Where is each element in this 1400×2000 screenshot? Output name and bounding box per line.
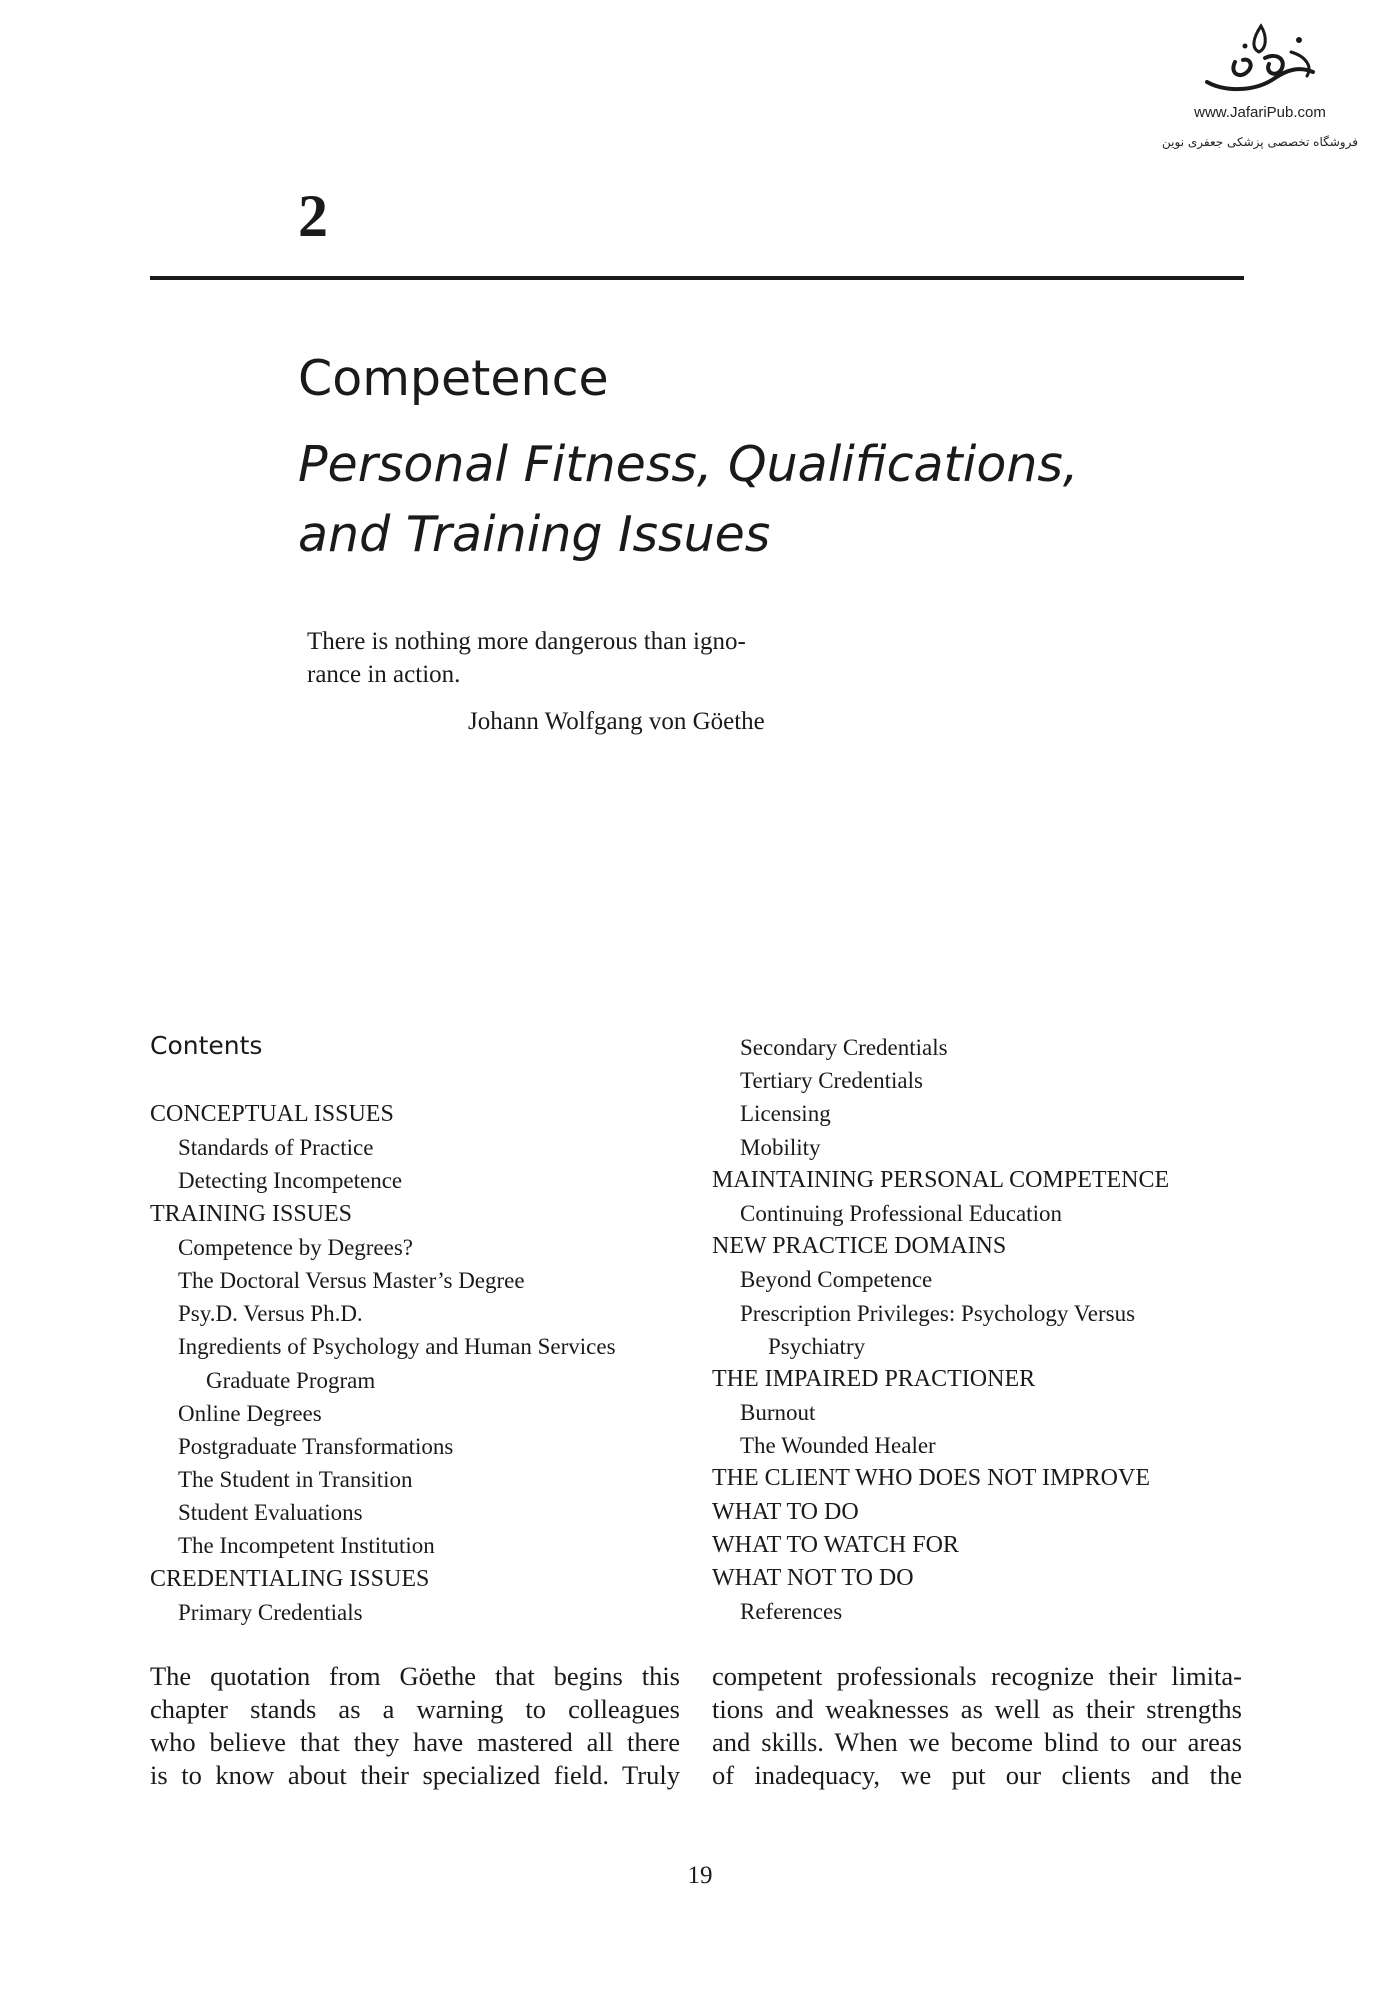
body-text-right-column [712,1660,1242,1792]
contents-section-heading: WHAT TO WATCH FOR [712,1531,959,1558]
contents-entry: Beyond Competence [740,1267,933,1293]
chapter-subtitle-line: and Training Issues [298,506,771,563]
body-line: who believe that they have mastered all there [150,1727,680,1757]
contents-entry: Graduate Program [206,1367,376,1393]
chapter-rule [150,276,1244,280]
contents-entry: Prescription Privileges: Psychology Versus [740,1300,1136,1326]
contents-section-heading: CONCEPTUAL ISSUES [150,1101,394,1127]
contents-section-heading: THE CLIENT WHO DOES NOT IMPROVE [712,1465,1150,1492]
contents-entry: Online Degrees [178,1400,322,1426]
contents-entry: Standards of Practice [178,1135,374,1161]
contents-entry: Student Evaluations [178,1500,363,1526]
contents-entry: The Doctoral Versus Master’s Degree [178,1267,525,1293]
contents-entry: Psy.D. Versus Ph.D. [178,1301,363,1327]
epigraph-author: Johann Wolfgang von Göethe [468,708,765,735]
body-line: is to know about their specialized field. Truly [150,1760,680,1790]
contents-entry: References [740,1599,843,1625]
chapter-subtitle [298,430,1198,570]
publisher-tagline: فروشگاه تخصصی پزشکی جعفری نوین [1162,135,1358,149]
body-line: chapter stands as a warning to colleagues [150,1694,680,1724]
contents-entry: Postgraduate Transformations [178,1433,454,1459]
epigraph-quote [307,625,827,691]
contents-entry: Ingredients of Psychology and Human Services [178,1334,616,1360]
contents-entry: Licensing [740,1101,831,1127]
contents-section-heading: MAINTAINING PERSONAL COMPETENCE [712,1166,1170,1193]
contents-section-heading: CREDENTIALING ISSUES [150,1565,430,1592]
contents-entry: Psychiatry [768,1333,866,1359]
contents-right-column [712,1031,1169,1628]
epigraph-line: There is nothing more dangerous than igno- [307,628,746,655]
contents-section-heading: NEW PRACTICE DOMAINS [712,1233,1007,1260]
contents-left-column [150,1098,616,1629]
contents-section-heading: WHAT TO DO [712,1498,859,1525]
body-line: tions and weaknesses as well as their strengths [712,1694,1242,1724]
contents-section-heading: WHAT NOT TO DO [712,1565,914,1591]
contents-heading: Contents [150,1031,263,1060]
chapter-number: 2 [298,183,328,249]
body-line: of inadequacy, we put our clients and the [712,1760,1242,1790]
contents-entry: The Wounded Healer [740,1433,936,1459]
chapter-subtitle-line: Personal Fitness, Qualifications, [298,436,1079,493]
contents-entry: The Student in Transition [178,1467,413,1493]
body-line: and skills. When we become blind to our areas [712,1727,1242,1757]
contents-entry: Competence by Degrees? [178,1234,414,1260]
contents-entry: Continuing Professional Education [740,1200,1062,1226]
contents-entry: Detecting Incompetence [178,1168,403,1194]
contents-entry: The Incompetent Institution [178,1533,435,1559]
contents-entry: Burnout [740,1400,816,1426]
body-text-left-column [150,1660,680,1792]
body-line: The quotation from Göethe that begins this [150,1661,680,1691]
publisher-logo-icon [1195,22,1325,102]
contents-entry: Primary Credentials [178,1599,363,1625]
publisher-watermark [1160,22,1360,149]
publisher-url: www.JafariPub.com [1194,104,1326,121]
chapter-title: Competence [298,350,609,407]
contents-entry: Secondary Credentials [740,1035,948,1060]
epigraph-line: rance in action. [307,661,461,688]
body-line: competent professionals recognize their limita- [712,1661,1242,1691]
contents-section-heading: THE IMPAIRED PRACTIONER [712,1365,1036,1392]
contents-entry: Tertiary Credentials [740,1068,923,1094]
page-number: 19 [687,1862,713,1889]
contents-entry: Mobility [740,1134,821,1160]
contents-section-heading: TRAINING ISSUES [150,1200,353,1227]
